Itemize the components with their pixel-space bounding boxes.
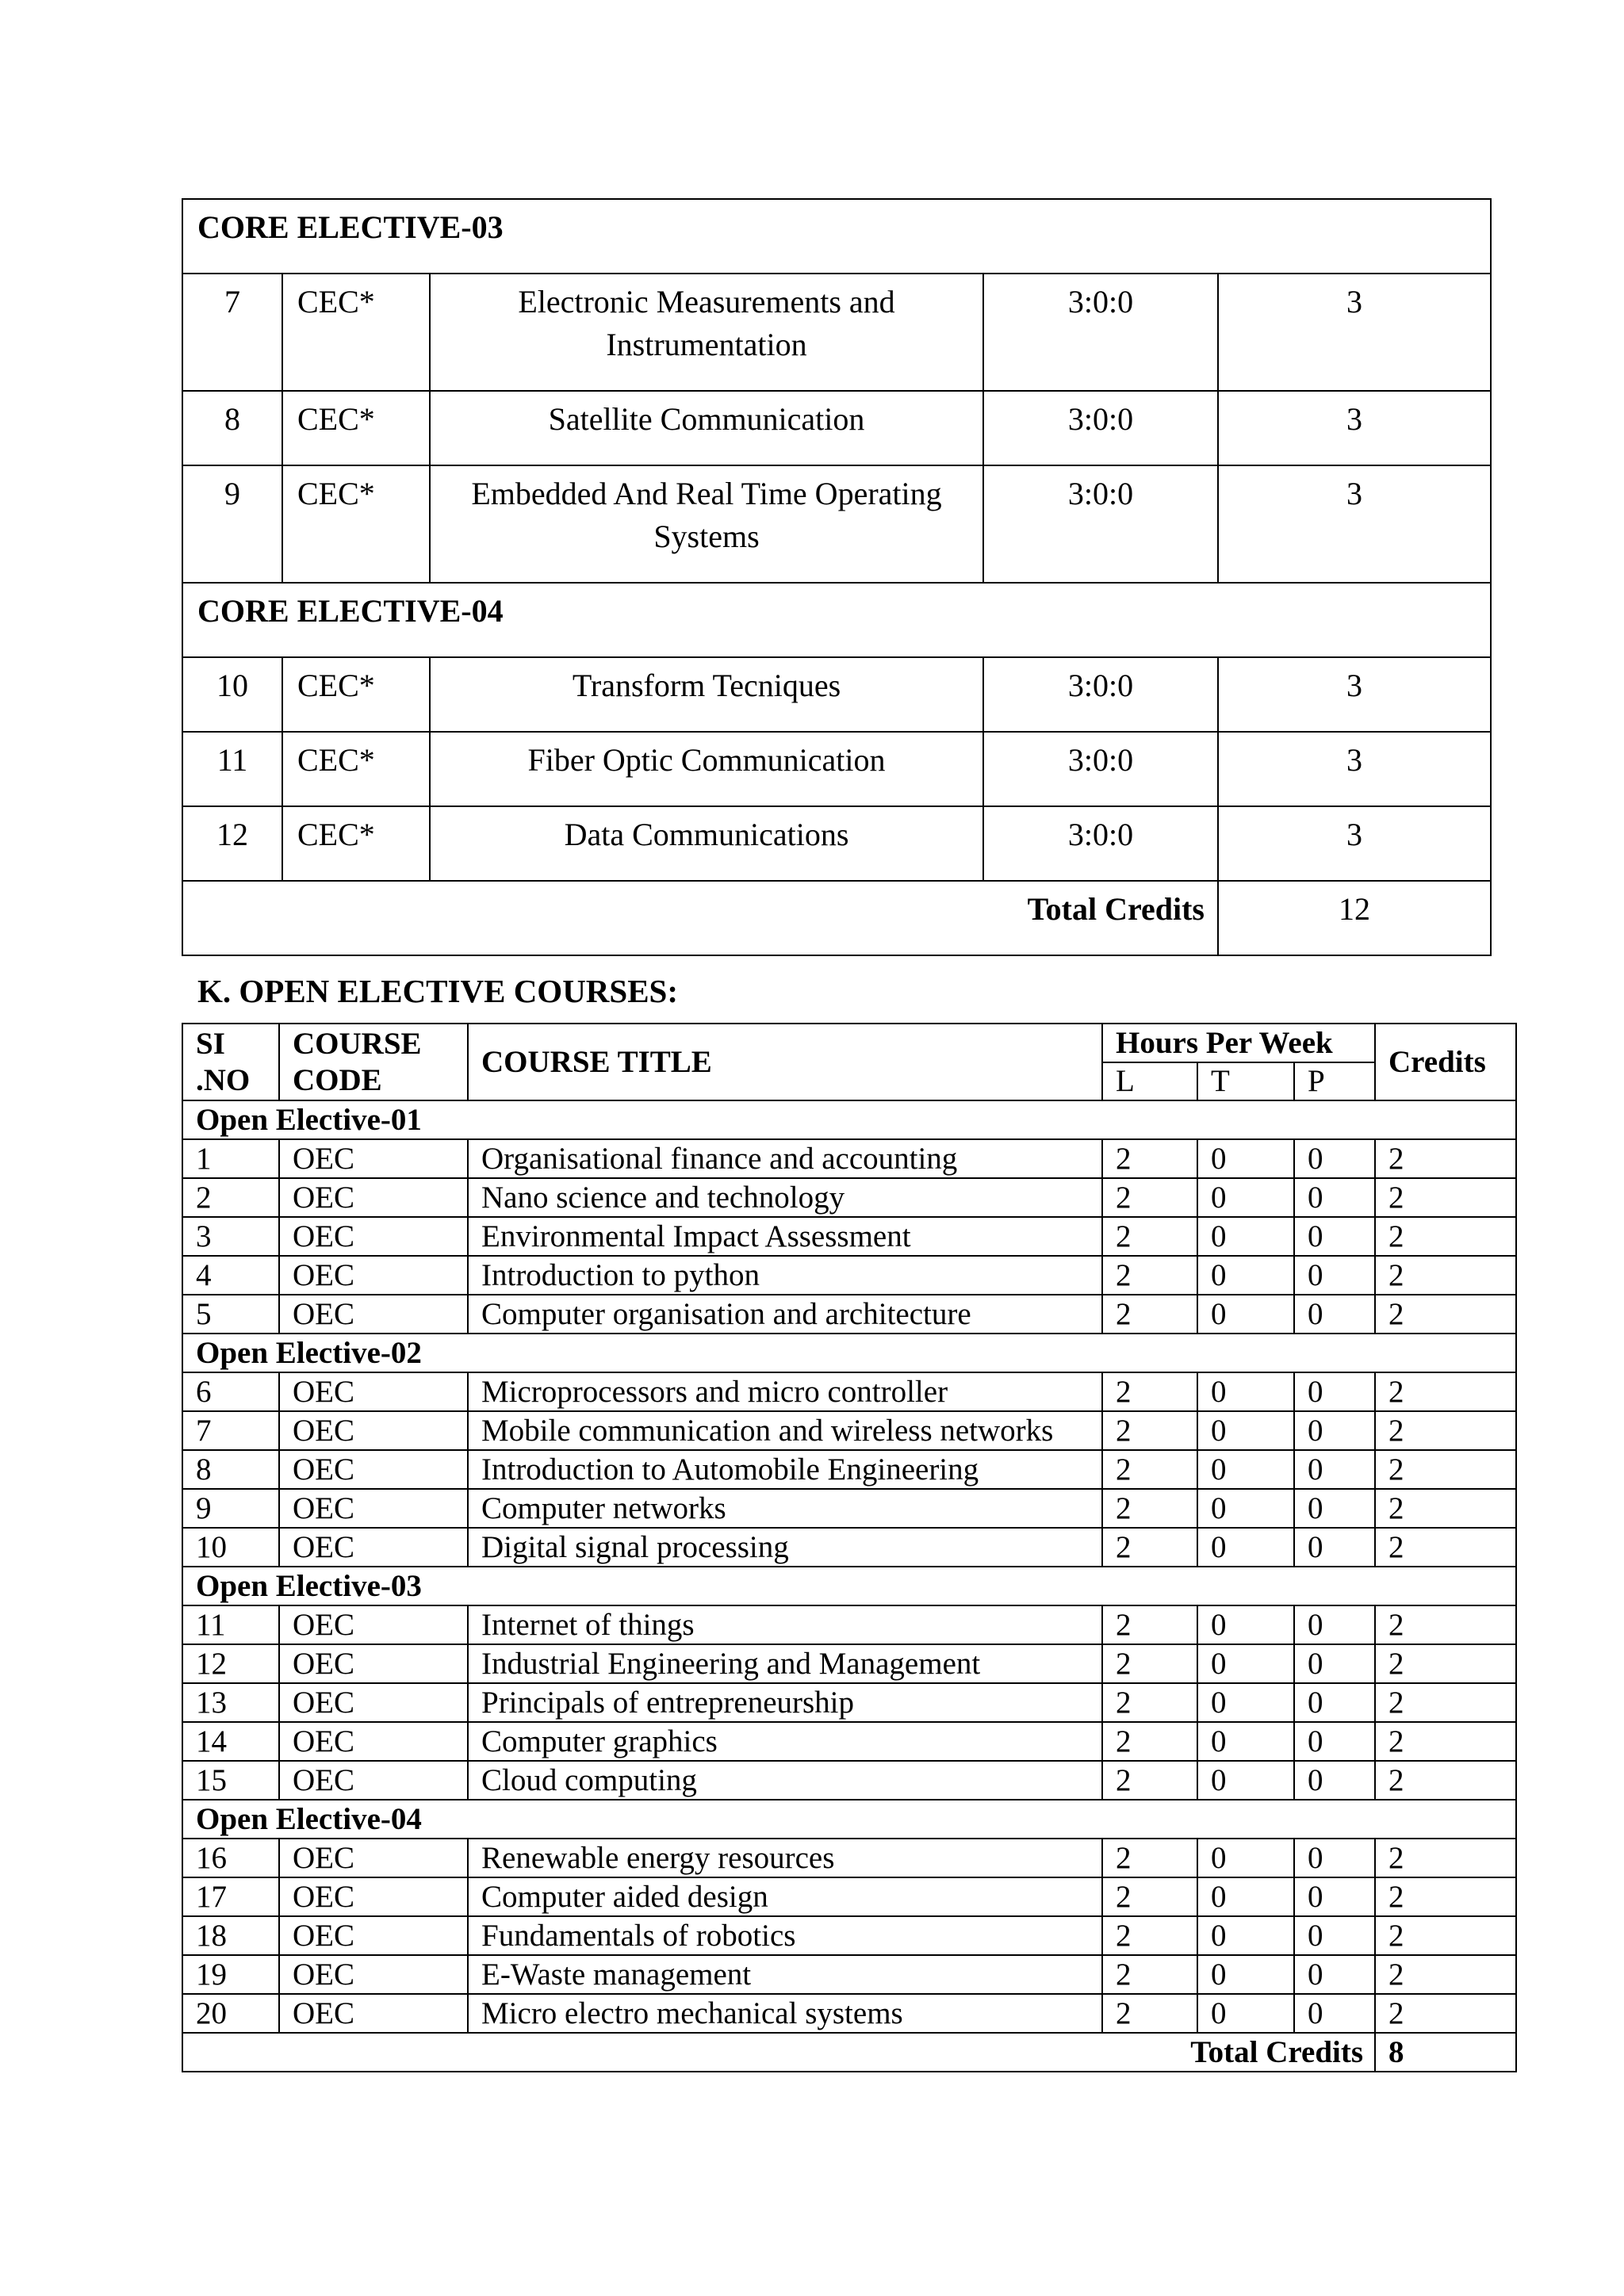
t-cell: 0 bbox=[1197, 1877, 1294, 1916]
total-credits-label: Total Credits bbox=[182, 2033, 1375, 2072]
l-cell: 2 bbox=[1102, 1644, 1197, 1683]
table-row bbox=[182, 1139, 1516, 1178]
table-row bbox=[182, 806, 1491, 881]
course-code-cell: OEC bbox=[279, 1489, 468, 1528]
course-code-cell: CEC* bbox=[282, 274, 430, 391]
t-cell: 0 bbox=[1197, 1411, 1294, 1450]
p-cell: 0 bbox=[1294, 1372, 1375, 1411]
p-cell: 0 bbox=[1294, 1644, 1375, 1683]
t-cell: 0 bbox=[1197, 1722, 1294, 1761]
core-section-title: CORE ELECTIVE-03 bbox=[182, 199, 1491, 274]
t-cell: 0 bbox=[1197, 1683, 1294, 1722]
course-title-cell: Industrial Engineering and Management bbox=[468, 1644, 1102, 1683]
t-cell: 0 bbox=[1197, 1761, 1294, 1800]
table-row bbox=[182, 1722, 1516, 1761]
course-code-cell: OEC bbox=[279, 1256, 468, 1295]
p-cell: 0 bbox=[1294, 1489, 1375, 1528]
header-line: SI bbox=[196, 1026, 225, 1061]
core-section-title: CORE ELECTIVE-04 bbox=[182, 583, 1491, 657]
t-cell: 0 bbox=[1197, 1256, 1294, 1295]
table-row bbox=[182, 391, 1491, 465]
table-row bbox=[182, 274, 1491, 391]
credits-cell: 2 bbox=[1375, 1839, 1516, 1877]
p-cell: 0 bbox=[1294, 1450, 1375, 1489]
table-row bbox=[182, 732, 1491, 806]
header-line: COURSE bbox=[293, 1026, 422, 1061]
l-cell: 2 bbox=[1102, 1605, 1197, 1644]
t-cell: 0 bbox=[1197, 1450, 1294, 1489]
si-no-cell: 18 bbox=[182, 1916, 279, 1955]
course-title-cell: Data Communications bbox=[430, 806, 983, 881]
t-cell: 0 bbox=[1197, 1839, 1294, 1877]
p-cell: 0 bbox=[1294, 1528, 1375, 1567]
title-line: Electronic Measurements and bbox=[518, 284, 895, 320]
credits-cell: 2 bbox=[1375, 1644, 1516, 1683]
header-line: .NO bbox=[196, 1062, 251, 1097]
header-row bbox=[182, 1024, 1516, 1062]
credits-cell: 2 bbox=[1375, 1528, 1516, 1567]
l-cell: 2 bbox=[1102, 1955, 1197, 1994]
course-title-cell: Environmental Impact Assessment bbox=[468, 1217, 1102, 1256]
si-no-cell: 11 bbox=[182, 1605, 279, 1644]
credits-cell: 2 bbox=[1375, 1761, 1516, 1800]
course-code-cell: OEC bbox=[279, 1528, 468, 1567]
si-no-cell: 6 bbox=[182, 1372, 279, 1411]
si-no-cell: 13 bbox=[182, 1683, 279, 1722]
table-row bbox=[182, 1450, 1516, 1489]
l-cell: 2 bbox=[1102, 1722, 1197, 1761]
course-title-cell: Introduction to python bbox=[468, 1256, 1102, 1295]
course-code-cell: OEC bbox=[279, 1411, 468, 1450]
p-cell: 0 bbox=[1294, 1722, 1375, 1761]
hours-per-week-header: Hours Per Week bbox=[1102, 1024, 1375, 1062]
table-row bbox=[182, 657, 1491, 732]
ltp-cell: 3:0:0 bbox=[983, 391, 1218, 465]
l-cell: 2 bbox=[1102, 1489, 1197, 1528]
p-cell: 0 bbox=[1294, 1178, 1375, 1217]
si-no-cell: 9 bbox=[182, 465, 282, 583]
table-row bbox=[182, 1372, 1516, 1411]
course-code-cell: OEC bbox=[279, 1450, 468, 1489]
l-cell: 2 bbox=[1102, 1178, 1197, 1217]
course-title-cell: Computer graphics bbox=[468, 1722, 1102, 1761]
open-elective-heading: K. OPEN ELECTIVE COURSES: bbox=[197, 973, 679, 1009]
p-cell: 0 bbox=[1294, 1605, 1375, 1644]
p-cell: 0 bbox=[1294, 1994, 1375, 2033]
course-code-cell: OEC bbox=[279, 1295, 468, 1334]
group-title: Open Elective-04 bbox=[182, 1800, 1516, 1839]
total-credits-value: 8 bbox=[1375, 2033, 1516, 2072]
si-no-cell: 7 bbox=[182, 274, 282, 391]
l-cell: 2 bbox=[1102, 1839, 1197, 1877]
credits-cell: 2 bbox=[1375, 1683, 1516, 1722]
table-row bbox=[182, 1605, 1516, 1644]
course-code-cell: OEC bbox=[279, 1839, 468, 1877]
group-title: Open Elective-03 bbox=[182, 1567, 1516, 1605]
t-cell: 0 bbox=[1197, 1178, 1294, 1217]
table-row bbox=[182, 1256, 1516, 1295]
title-line: Embedded And Real Time Operating bbox=[471, 476, 942, 511]
course-title-cell: Cloud computing bbox=[468, 1761, 1102, 1800]
ltp-cell: 3:0:0 bbox=[983, 657, 1218, 732]
group-header-row bbox=[182, 1334, 1516, 1372]
credits-cell: 2 bbox=[1375, 1994, 1516, 2033]
course-title-cell: Microprocessors and micro controller bbox=[468, 1372, 1102, 1411]
table-row bbox=[182, 1877, 1516, 1916]
credits-cell: 3 bbox=[1218, 274, 1491, 391]
course-title-cell: E-Waste management bbox=[468, 1955, 1102, 1994]
table-row bbox=[182, 1683, 1516, 1722]
group-header-row bbox=[182, 1100, 1516, 1139]
table-row bbox=[182, 1955, 1516, 1994]
table-row bbox=[182, 1217, 1516, 1256]
course-title-cell: Fundamentals of robotics bbox=[468, 1916, 1102, 1955]
course-title-cell bbox=[430, 274, 983, 391]
core-section-header bbox=[182, 199, 1491, 274]
course-title-cell: Principals of entrepreneurship bbox=[468, 1683, 1102, 1722]
l-cell: 2 bbox=[1102, 1217, 1197, 1256]
course-code-header bbox=[279, 1024, 468, 1100]
si-no-cell: 5 bbox=[182, 1295, 279, 1334]
t-cell: 0 bbox=[1197, 1295, 1294, 1334]
t-cell: 0 bbox=[1197, 1605, 1294, 1644]
credits-cell: 3 bbox=[1218, 732, 1491, 806]
si-no-cell: 10 bbox=[182, 657, 282, 732]
course-title-cell: Mobile communication and wireless networks bbox=[468, 1411, 1102, 1450]
si-no-cell: 2 bbox=[182, 1178, 279, 1217]
l-cell: 2 bbox=[1102, 1994, 1197, 2033]
p-cell: 0 bbox=[1294, 1217, 1375, 1256]
credits-cell: 2 bbox=[1375, 1450, 1516, 1489]
t-header: T bbox=[1197, 1062, 1294, 1100]
group-header-row bbox=[182, 1800, 1516, 1839]
course-title-cell: Transform Tecniques bbox=[430, 657, 983, 732]
credits-cell: 2 bbox=[1375, 1256, 1516, 1295]
course-title-cell: Fiber Optic Communication bbox=[430, 732, 983, 806]
si-no-cell: 12 bbox=[182, 806, 282, 881]
course-code-cell: CEC* bbox=[282, 657, 430, 732]
course-title-cell: Micro electro mechanical systems bbox=[468, 1994, 1102, 2033]
ltp-cell: 3:0:0 bbox=[983, 732, 1218, 806]
p-cell: 0 bbox=[1294, 1256, 1375, 1295]
credits-cell: 3 bbox=[1218, 465, 1491, 583]
total-credits-label: Total Credits bbox=[182, 881, 1218, 955]
course-title-cell: Internet of things bbox=[468, 1605, 1102, 1644]
l-cell: 2 bbox=[1102, 1683, 1197, 1722]
credits-cell: 2 bbox=[1375, 1916, 1516, 1955]
course-code-cell: CEC* bbox=[282, 465, 430, 583]
credits-cell: 3 bbox=[1218, 657, 1491, 732]
t-cell: 0 bbox=[1197, 1916, 1294, 1955]
open-elective-body bbox=[182, 1100, 1516, 2033]
credits-cell: 2 bbox=[1375, 1411, 1516, 1450]
course-code-cell: OEC bbox=[279, 1372, 468, 1411]
l-cell: 2 bbox=[1102, 1916, 1197, 1955]
t-cell: 0 bbox=[1197, 1217, 1294, 1256]
course-code-cell: OEC bbox=[279, 1683, 468, 1722]
credits-cell: 2 bbox=[1375, 1877, 1516, 1916]
l-cell: 2 bbox=[1102, 1372, 1197, 1411]
course-code-cell: OEC bbox=[279, 1605, 468, 1644]
table-row bbox=[182, 1994, 1516, 2033]
course-title-cell: Computer aided design bbox=[468, 1877, 1102, 1916]
si-no-cell: 11 bbox=[182, 732, 282, 806]
si-no-cell: 7 bbox=[182, 1411, 279, 1450]
si-no-cell: 9 bbox=[182, 1489, 279, 1528]
course-title-cell bbox=[430, 465, 983, 583]
si-no-cell: 8 bbox=[182, 1450, 279, 1489]
course-code-cell: OEC bbox=[279, 1877, 468, 1916]
p-cell: 0 bbox=[1294, 1295, 1375, 1334]
l-header: L bbox=[1102, 1062, 1197, 1100]
p-cell: 0 bbox=[1294, 1877, 1375, 1916]
course-code-cell: CEC* bbox=[282, 806, 430, 881]
l-cell: 2 bbox=[1102, 1256, 1197, 1295]
credits-cell: 2 bbox=[1375, 1489, 1516, 1528]
credits-cell: 2 bbox=[1375, 1372, 1516, 1411]
ltp-cell: 3:0:0 bbox=[983, 465, 1218, 583]
si-no-cell: 15 bbox=[182, 1761, 279, 1800]
si-no-cell: 12 bbox=[182, 1644, 279, 1683]
core-elective-table bbox=[182, 198, 1492, 956]
course-title-cell: Satellite Communication bbox=[430, 391, 983, 465]
l-cell: 2 bbox=[1102, 1295, 1197, 1334]
group-title: Open Elective-01 bbox=[182, 1100, 1516, 1139]
p-cell: 0 bbox=[1294, 1955, 1375, 1994]
credits-cell: 2 bbox=[1375, 1139, 1516, 1178]
course-title-cell: Digital signal processing bbox=[468, 1528, 1102, 1567]
credits-cell: 2 bbox=[1375, 1722, 1516, 1761]
group-header-row bbox=[182, 1567, 1516, 1605]
total-credits-value: 12 bbox=[1218, 881, 1491, 955]
si-no-cell: 20 bbox=[182, 1994, 279, 2033]
l-cell: 2 bbox=[1102, 1528, 1197, 1567]
p-cell: 0 bbox=[1294, 1839, 1375, 1877]
core-section-header bbox=[182, 583, 1491, 657]
table-row bbox=[182, 1644, 1516, 1683]
si-no-cell: 19 bbox=[182, 1955, 279, 1994]
si-no-cell: 17 bbox=[182, 1877, 279, 1916]
credits-cell: 3 bbox=[1218, 391, 1491, 465]
course-code-cell: OEC bbox=[279, 1139, 468, 1178]
title-line: Instrumentation bbox=[606, 327, 807, 362]
si-no-cell: 1 bbox=[182, 1139, 279, 1178]
table-row bbox=[182, 1761, 1516, 1800]
total-row bbox=[182, 2033, 1516, 2072]
t-cell: 0 bbox=[1197, 1139, 1294, 1178]
t-cell: 0 bbox=[1197, 1955, 1294, 1994]
credits-cell: 2 bbox=[1375, 1605, 1516, 1644]
course-code-cell: OEC bbox=[279, 1178, 468, 1217]
ltp-cell: 3:0:0 bbox=[983, 806, 1218, 881]
total-row bbox=[182, 881, 1491, 955]
t-cell: 0 bbox=[1197, 1489, 1294, 1528]
credits-cell: 2 bbox=[1375, 1178, 1516, 1217]
table-row bbox=[182, 465, 1491, 583]
si-no-cell: 3 bbox=[182, 1217, 279, 1256]
table-row bbox=[182, 1916, 1516, 1955]
course-title-cell: Renewable energy resources bbox=[468, 1839, 1102, 1877]
course-code-cell: CEC* bbox=[282, 391, 430, 465]
l-cell: 2 bbox=[1102, 1450, 1197, 1489]
p-cell: 0 bbox=[1294, 1411, 1375, 1450]
si-no-cell: 16 bbox=[182, 1839, 279, 1877]
course-code-cell: OEC bbox=[279, 1916, 468, 1955]
t-cell: 0 bbox=[1197, 1372, 1294, 1411]
t-cell: 0 bbox=[1197, 1528, 1294, 1567]
course-title-header: COURSE TITLE bbox=[468, 1024, 1102, 1100]
credits-cell: 2 bbox=[1375, 1295, 1516, 1334]
course-title-cell: Computer networks bbox=[468, 1489, 1102, 1528]
l-cell: 2 bbox=[1102, 1761, 1197, 1800]
course-title-cell: Computer organisation and architecture bbox=[468, 1295, 1102, 1334]
course-title-cell: Nano science and technology bbox=[468, 1178, 1102, 1217]
course-code-cell: OEC bbox=[279, 1217, 468, 1256]
table-row bbox=[182, 1295, 1516, 1334]
credits-cell: 3 bbox=[1218, 806, 1491, 881]
ltp-cell: 3:0:0 bbox=[983, 274, 1218, 391]
credits-header: Credits bbox=[1375, 1024, 1516, 1100]
t-cell: 0 bbox=[1197, 1644, 1294, 1683]
open-elective-table bbox=[182, 1023, 1517, 2072]
table-row bbox=[182, 1411, 1516, 1450]
si-no-header bbox=[182, 1024, 279, 1100]
table-row bbox=[182, 1178, 1516, 1217]
si-no-cell: 4 bbox=[182, 1256, 279, 1295]
course-code-cell: OEC bbox=[279, 1994, 468, 2033]
p-cell: 0 bbox=[1294, 1139, 1375, 1178]
l-cell: 2 bbox=[1102, 1139, 1197, 1178]
si-no-cell: 10 bbox=[182, 1528, 279, 1567]
title-line: Systems bbox=[653, 519, 760, 554]
course-code-cell: OEC bbox=[279, 1761, 468, 1800]
l-cell: 2 bbox=[1102, 1411, 1197, 1450]
p-cell: 0 bbox=[1294, 1683, 1375, 1722]
group-title: Open Elective-02 bbox=[182, 1334, 1516, 1372]
credits-cell: 2 bbox=[1375, 1955, 1516, 1994]
course-code-cell: OEC bbox=[279, 1722, 468, 1761]
si-no-cell: 14 bbox=[182, 1722, 279, 1761]
course-code-cell: OEC bbox=[279, 1644, 468, 1683]
table-row bbox=[182, 1528, 1516, 1567]
p-cell: 0 bbox=[1294, 1761, 1375, 1800]
p-header: P bbox=[1294, 1062, 1375, 1100]
p-cell: 0 bbox=[1294, 1916, 1375, 1955]
l-cell: 2 bbox=[1102, 1877, 1197, 1916]
t-cell: 0 bbox=[1197, 1994, 1294, 2033]
course-title-cell: Introduction to Automobile Engineering bbox=[468, 1450, 1102, 1489]
table-row bbox=[182, 1489, 1516, 1528]
table-row bbox=[182, 1839, 1516, 1877]
credits-cell: 2 bbox=[1375, 1217, 1516, 1256]
course-code-cell: OEC bbox=[279, 1955, 468, 1994]
si-no-cell: 8 bbox=[182, 391, 282, 465]
course-code-cell: CEC* bbox=[282, 732, 430, 806]
header-line: CODE bbox=[293, 1062, 382, 1097]
course-title-cell: Organisational finance and accounting bbox=[468, 1139, 1102, 1178]
